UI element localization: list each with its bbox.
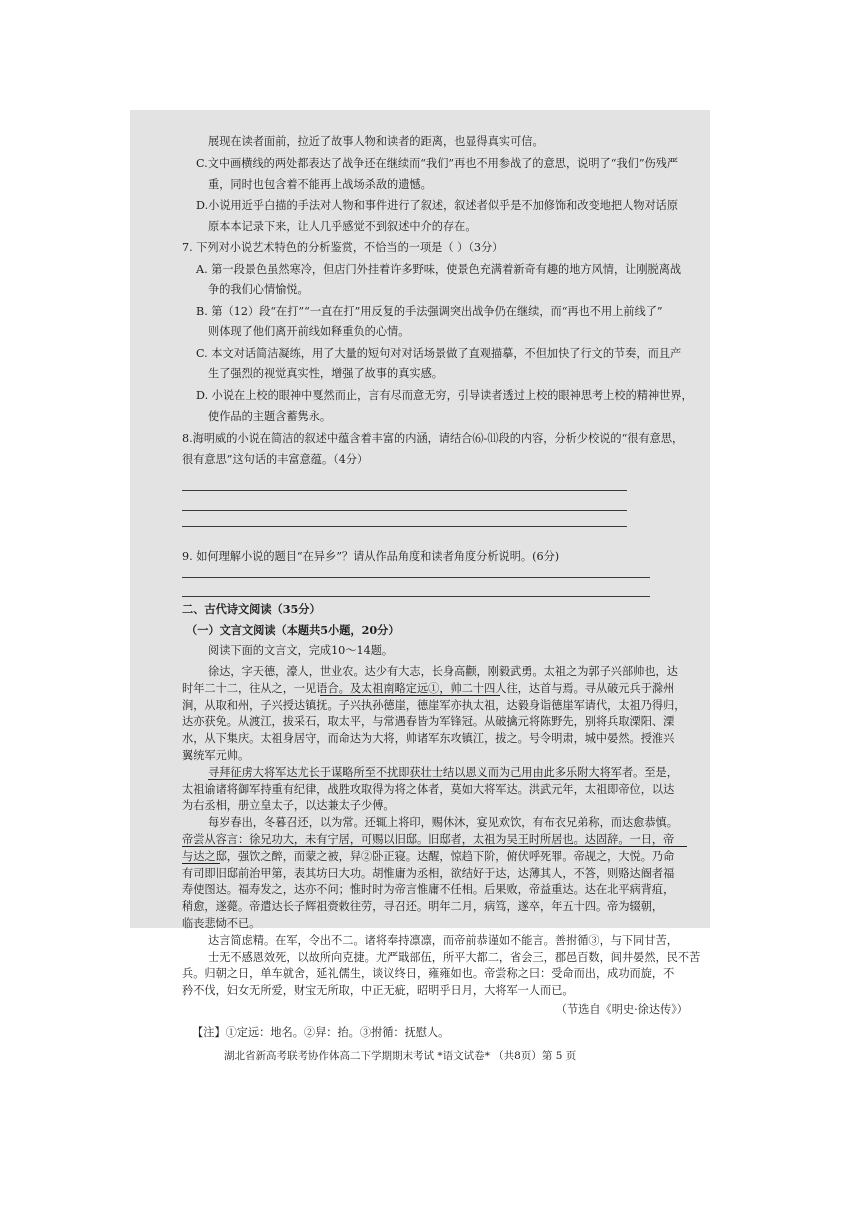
passage-line: 翼统军元帅。	[182, 749, 250, 762]
answer-line	[182, 577, 650, 578]
source-citation: （节选自《明史·徐达传》）	[555, 1003, 688, 1016]
exam-page-scan	[130, 110, 710, 1062]
passage-line: 稍愈，遂薨。帝遣达长子辉祖赍敕往劳，寻召还。明年二月，病笃，遂卒，年五十四。帝为辍朝，	[182, 900, 664, 914]
passage-line: 达言简虑精。在军，令出不二。诸将奉持凛凛，而帝前恭谨如不能言。善拊循③，与下同甘苦，	[208, 933, 678, 947]
question-7: 7. 下列对小说艺术特色的分析鉴赏，不恰当的一项是（ ）（3分）	[182, 241, 504, 254]
q7-option-d-continuation: 使作品的主题含蓄隽永。	[208, 410, 332, 423]
underline-mark	[208, 779, 618, 780]
underline-mark	[182, 846, 687, 847]
passage-line: 兵。归朝之日，单车就舍，延礼儒生，谈议终日，雍雍如也。帝尝称之曰：受命而出，成功而旋，不	[182, 967, 675, 981]
passage-line: 涧，从取和州，子兴授达镇抚。子兴执孙德崖，德崖军亦执太祖，达毅身诣德崖军请代，太祖乃得归，	[182, 698, 686, 712]
passage-line: 为右丞相，册立皇太子，以达兼太子少傅。	[182, 799, 395, 813]
passage-line: 士无不感恩效死，以故所向克捷。尤严戢部伍，所平大都二，省会三，郡邑百数，闾井晏然，民不苦	[208, 950, 701, 964]
question-9: 9. 如何理解小说的题目“在异乡”？请从作品角度和读者角度分析说明。(6分)	[182, 550, 560, 563]
q7-option-b-continuation: 则体现了他们离开前线如释重负的心情。	[208, 325, 410, 338]
q7-option-c-continuation: 生了强烈的视觉真实性，增强了故事的真实感。	[208, 367, 443, 380]
option-c-continuation: 重，同时也包含着不能再上战场杀敌的遗憾。	[208, 178, 432, 191]
q7-option-b: B. 第（12）段“在打”“一直在打”用反复的手法强调突出战争仍在继续，而“再也不用上前线了”	[196, 305, 663, 318]
underline-mark	[320, 695, 500, 696]
option-b-continuation: 展现在读者面前，拉近了故事人物和读者的距离，也显得真实可信。	[208, 135, 544, 148]
passage-line: 太祖谕诸将御军持重有纪律，战胜攻取得为将之体者，莫如大将军达。洪武元年，太祖即帝位，以达	[182, 782, 675, 796]
answer-line	[182, 510, 627, 511]
footnote: 【注】①定远：地名。②舁：抬。③拊循：抚慰人。	[192, 1025, 450, 1039]
passage-line: 与达之邸，强饮之醉，而蒙之被，舁②卧正寝。达醒，惊趋下阶，俯伏呼死罪。帝觇之，大悦。乃命	[182, 849, 675, 863]
passage-line: 矜不伐，妇女无所爱，财宝无所取，中正无疵，昭明乎日月，大将军一人而已。	[182, 984, 574, 998]
passage-line: 时年二十二，往从之，一见语合。及太祖南略定远①，帅二十四人往，达首与焉。寻从破元兵于滁州	[182, 681, 675, 695]
passage-line: 有司即旧邸前治甲第，表其坊曰大功。胡惟庸为丞相，欲结好于达，达薄其人，不答，则赂达阍者福	[182, 866, 675, 880]
passage-line: 寿使图达。福寿发之，达亦不问；惟时时为帝言惟庸不任相。后果败，帝益重达。达在北平病背疽，	[182, 883, 675, 897]
passage-line: 达亦获免。从渡江，拔采石，取太平，与常遇春皆为军锋冠。从破擒元将陈野先，别将兵取溧阳、溧	[182, 715, 675, 729]
answer-line	[182, 596, 650, 597]
answer-line	[182, 490, 627, 491]
passage-line: 每岁春出，冬暮召还，以为常。还辄上将印，赐休沐，宴见欢饮，有布衣兄弟称，而达愈恭慎。	[208, 816, 678, 830]
option-d-continuation: 原本本记录下来，让人几乎感觉不到叙述中介的存在。	[208, 220, 477, 233]
question-8: 8.海明威的小说在简洁的叙述中蕴含着丰富的内涵，请结合⑹-⑾段的内容，分析少校说的“很有意思，	[182, 432, 684, 445]
passage-line: 帝尝从容言：徐兄功大，未有宁居，可赐以旧邸。旧邸者，太祖为吴王时所居也。达固辞。一日，帝	[182, 833, 675, 846]
subsection-heading: （一）文言文阅读（本题共5小题，20分）	[186, 623, 400, 637]
passage-line: 徐达，字天德，濠人，世业农。达少有大志，长身高颧，刚毅武勇。太祖之为郭子兴部帅也，达	[208, 665, 678, 678]
q7-option-c: C. 本文对话简洁凝练，用了大量的短句对对话场景做了直观描摹，不但加快了行文的节奏，而且产	[196, 347, 682, 360]
q7-option-a: A. 第一段景色虽然寒冷，但店门外挂着许多野味，使景色充满着新奇有趣的地方风情，让刚脱离战	[196, 263, 682, 276]
question-8-continuation: 很有意思”这句话的丰富意蕴。（4分）	[182, 453, 369, 466]
page-footer: 湖北省新高考联考协作体高二下学期期末考试 *语文试卷* （共8页）第 5 页	[224, 1049, 577, 1062]
passage-line: 临丧悲恸不已。	[182, 917, 261, 930]
passage-line: 水，从下集庆。太祖身居守，而命达为大将，帅诸军东攻镇江，拔之。号令明肃，城中晏然。授淮兴	[182, 732, 675, 746]
underline-mark	[182, 863, 220, 864]
option-c: C.文中画横线的两处都表达了战争还在继续而“我们”再也不用参战了的意思，说明了“我们”伤残严	[196, 157, 679, 170]
passage-line-punctuation-question: 寻拜征虏大将军达尤长于谋略所至不扰即获壮士结以恩义而为己用由此多乐附大将军者。至是，	[208, 765, 678, 779]
q7-option-a-continuation: 争的我们心情愉悦。	[208, 283, 309, 296]
reading-instruction: 阅读下面的文言文，完成10～14题。	[208, 644, 394, 657]
section-heading: 二、古代诗文阅读（35分）	[182, 602, 321, 616]
option-d: D.小说用近乎白描的手法对人物和事件进行了叙述，叙述者似乎是不加修饰和改变地把人物对话原	[196, 199, 679, 212]
q7-option-d: D. 小说在上校的眼神中戛然而止，言有尽而意无穷，引导读者透过上校的眼神思考上校的精神世界，	[196, 389, 693, 402]
answer-line	[182, 526, 627, 527]
